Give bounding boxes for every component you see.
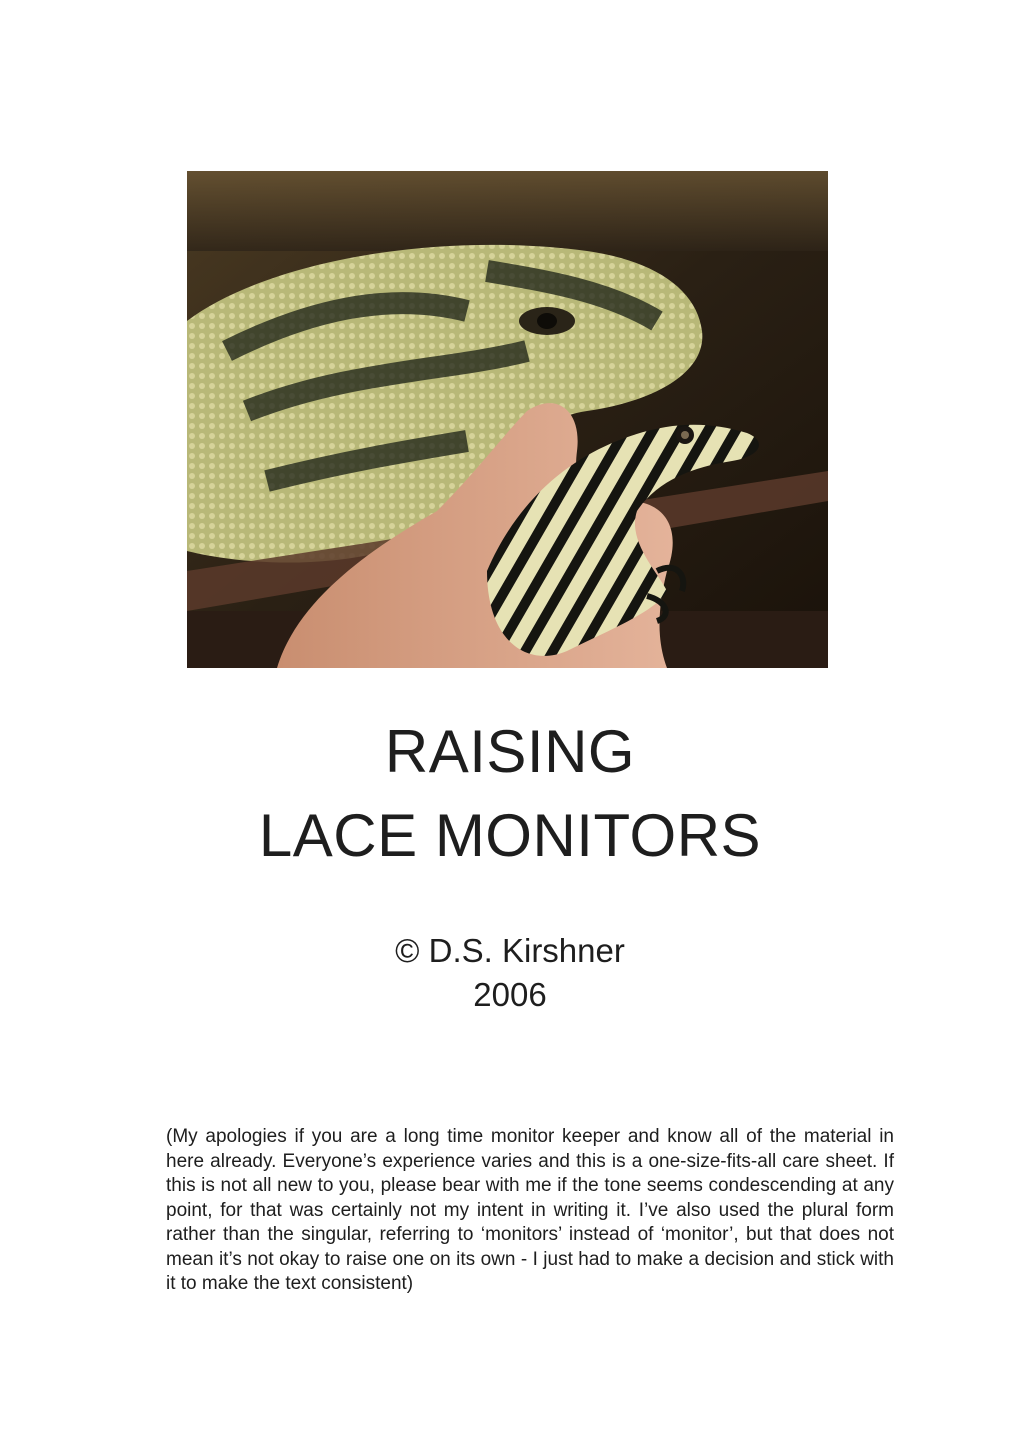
title-line-1: RAISING <box>384 718 636 785</box>
lace-monitor-photo-icon <box>187 171 828 668</box>
apology-note: (My apologies if you are a long time monitor keeper and know all of the material in here already. Everyone’s experience varies and this is a one-size-fits-all care sheet. If this is not all new to you, please bear with me if the tone seems condescending at any point, for that was certainly not my intent in writing it. I’ve also used the plural form rather than the singular, referring to ‘monitors’ instead of ‘monitor’, but that does not mean it’s not okay to raise one on its own - I just had to make a decision and stick with it to make the text consistent) <box>166 1126 894 1294</box>
cover-photo <box>187 171 828 668</box>
title-line-2: LACE MONITORS <box>258 802 762 869</box>
byline-author: © D.S. Kirshner <box>395 932 625 969</box>
byline-year: 2006 <box>473 976 547 1013</box>
